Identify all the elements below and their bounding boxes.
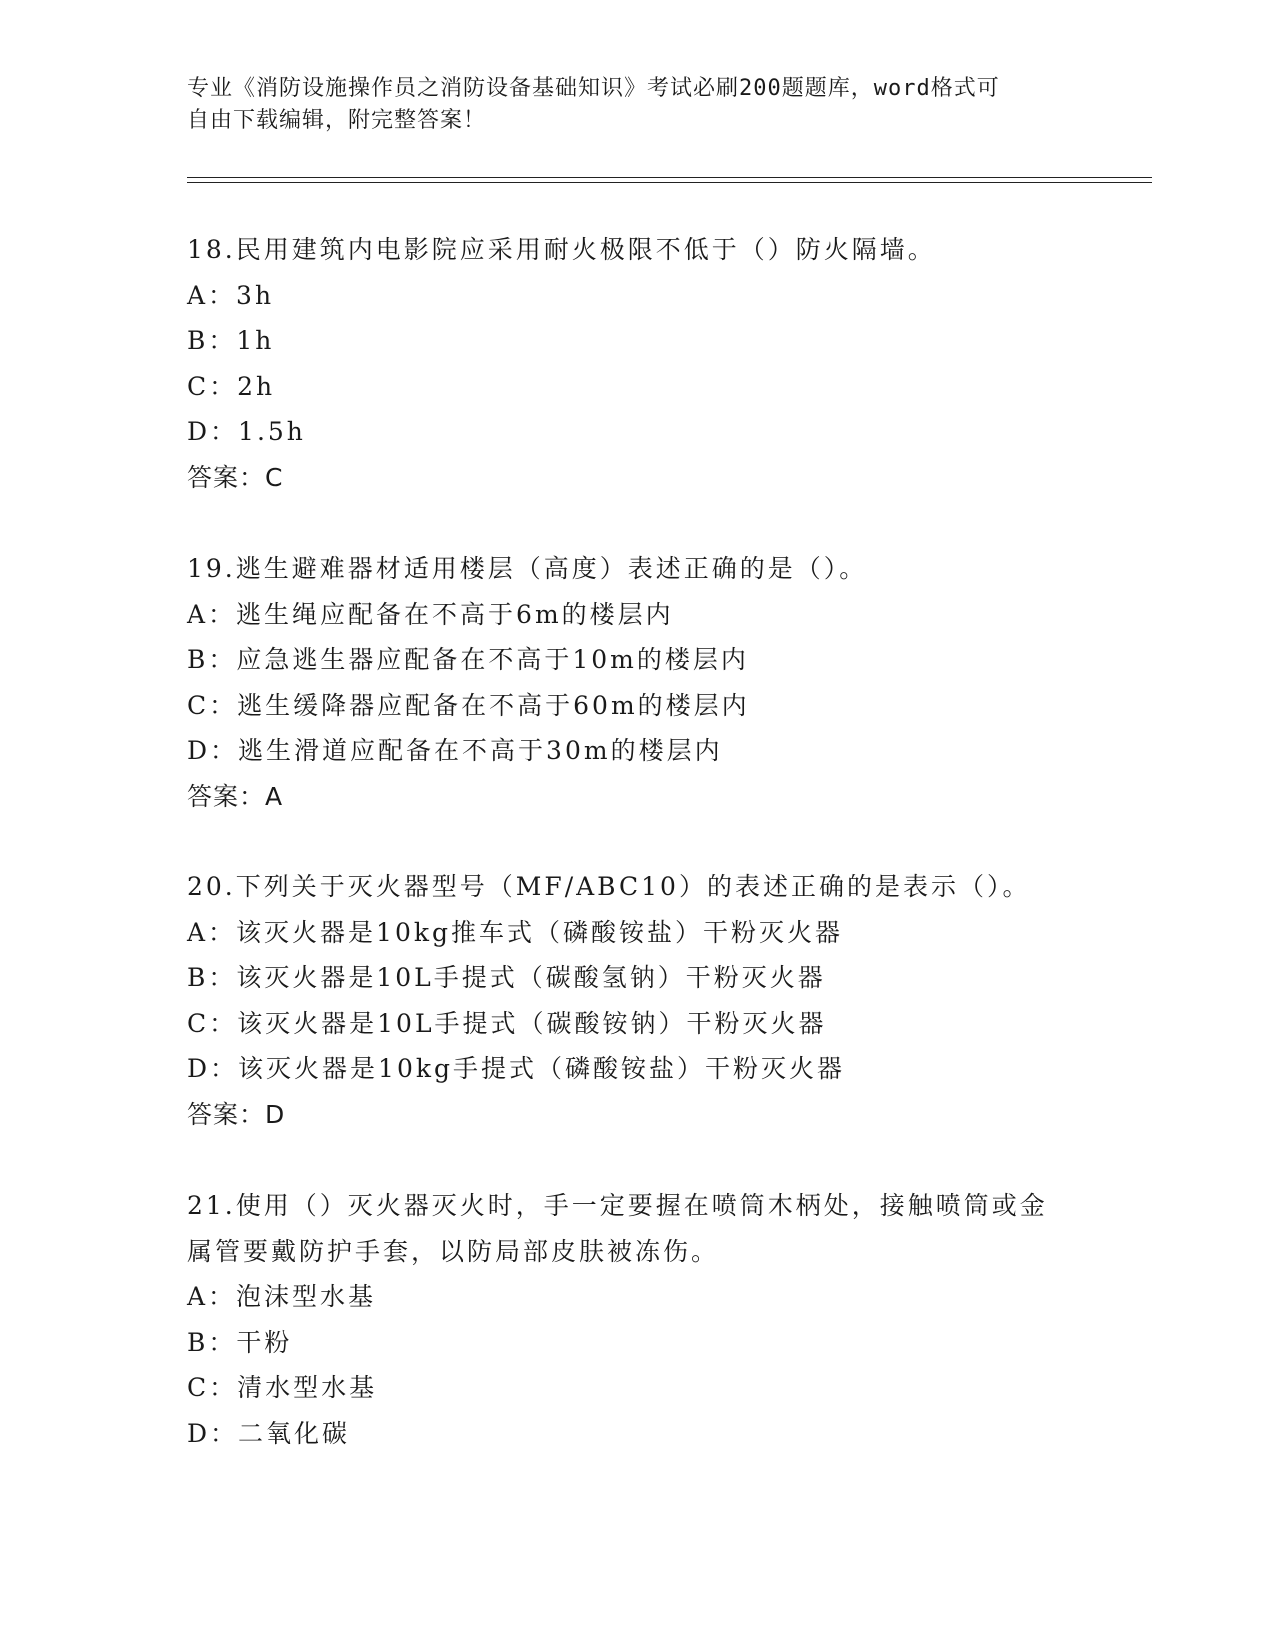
question-stem: 20.下列关于灭火器型号（MF/ABC10）的表述正确的是表示（）。 xyxy=(187,872,1031,901)
option-b: B：1h xyxy=(187,326,275,355)
option-a: A：3h xyxy=(187,280,275,310)
question-21 xyxy=(187,1183,1127,1456)
header-line-2: 自由下载编辑，附完整答案！ xyxy=(187,108,487,133)
option-d: D：逃生滑道应配备在不高于30m的楼层内 xyxy=(187,736,723,765)
question-stem: 18.民用建筑内电影院应采用耐火极限不低于（）防火隔墙。 xyxy=(187,235,936,264)
option-b: B：干粉 xyxy=(187,1327,293,1357)
option-d: D：二氧化碳 xyxy=(187,1418,351,1448)
option-a: A：泡沫型水基 xyxy=(187,1282,377,1311)
option-a: A：逃生绳应配备在不高于6m的楼层内 xyxy=(187,599,674,629)
option-a: A：该灭火器是10kg推车式（磷酸铵盐）干粉灭火器 xyxy=(187,917,844,947)
answer-text: 答案：A xyxy=(187,781,284,811)
question-stem-continued: 属管要戴防护手套，以防局部皮肤被冻伤。 xyxy=(187,1236,720,1266)
option-c: C：逃生缓降器应配备在不高于60m的楼层内 xyxy=(187,690,750,720)
option-b: B：该灭火器是10L手提式（碳酸氢钠）干粉灭火器 xyxy=(187,963,826,992)
option-c: C：2h xyxy=(187,371,276,401)
header-divider-top xyxy=(187,177,1152,178)
question-20 xyxy=(187,864,1127,1137)
header-divider-bottom xyxy=(187,182,1152,183)
question-18 xyxy=(187,227,1127,500)
question-stem: 21.使用（）灭火器灭火时，手一定要握在喷筒木柄处，接触喷筒或金 xyxy=(187,1191,1048,1220)
answer-text: 答案：C xyxy=(187,462,284,492)
question-19 xyxy=(187,546,1127,819)
header-line-1: 专业《消防设施操作员之消防设备基础知识》考试必刷200题题库，word格式可 xyxy=(187,76,1000,101)
question-stem: 19.逃生避难器材适用楼层（高度）表述正确的是（）。 xyxy=(187,554,868,583)
document-header xyxy=(187,73,1087,137)
option-d: D：该灭火器是10kg手提式（磷酸铵盐）干粉灭火器 xyxy=(187,1054,846,1083)
option-c: C：清水型水基 xyxy=(187,1373,378,1402)
option-b: B：应急逃生器应配备在不高于10m的楼层内 xyxy=(187,645,749,674)
option-d: D：1.5h xyxy=(187,417,306,446)
option-c: C：该灭火器是10L手提式（碳酸铵钠）干粉灭火器 xyxy=(187,1008,827,1038)
answer-text: 答案：D xyxy=(187,1099,286,1129)
